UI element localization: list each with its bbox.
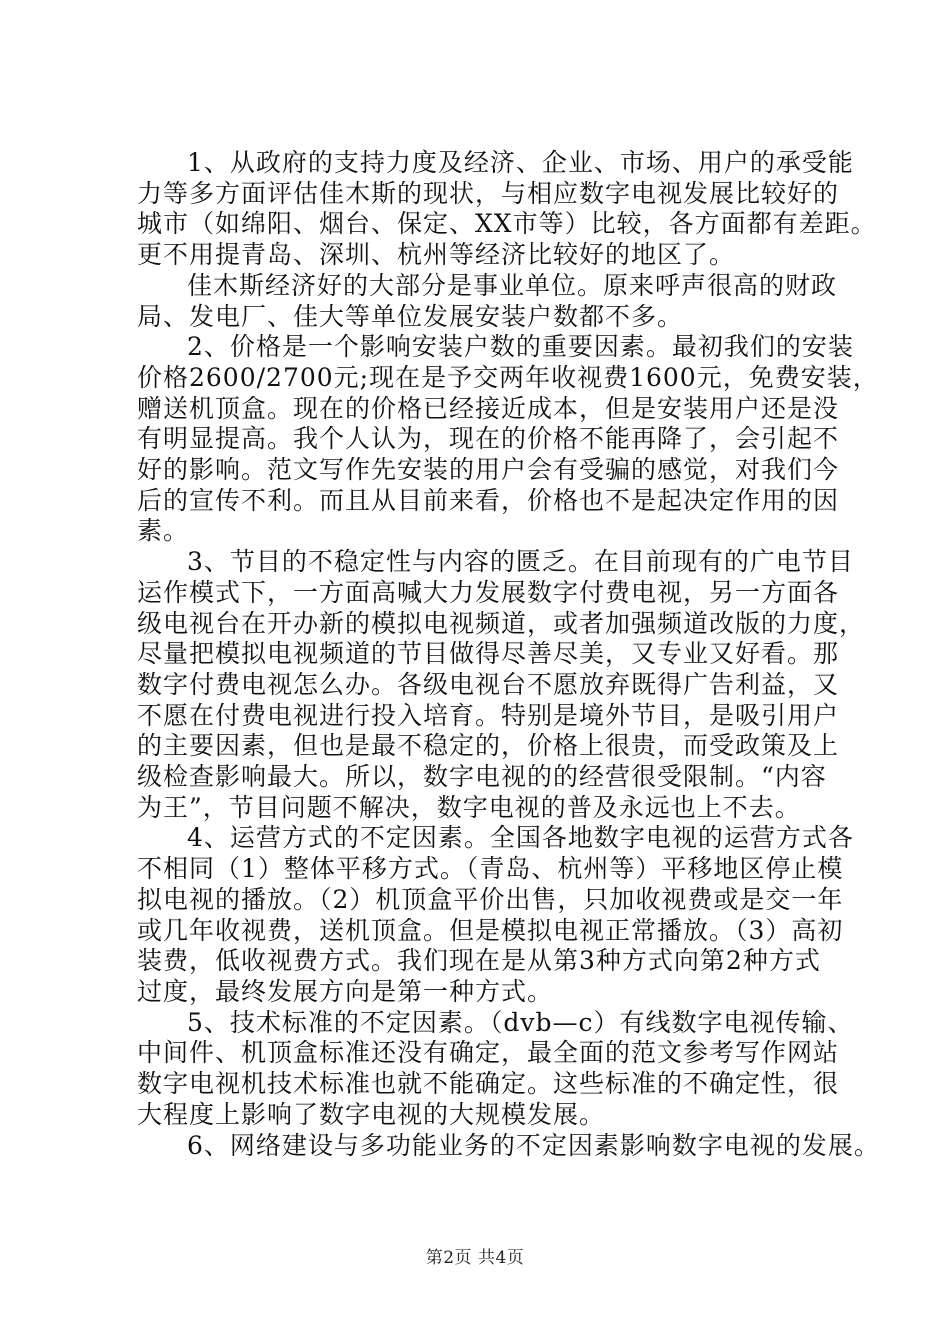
paragraph-5 xyxy=(137,823,854,1007)
text-line: 或几年收视费，送机顶盒。但是模拟电视正常播放。（3）高初 xyxy=(137,915,844,945)
paragraph-1 xyxy=(137,148,877,271)
text-line: 级检查影响最大。所以，数字电视的的经营很受限制。“内容 xyxy=(137,762,827,792)
text-line: 赠送机顶盒。现在的价格已经接近成本，但是安装用户还是没 xyxy=(137,393,840,423)
text-line: 3、节目的不稳定性与内容的匮乏。在目前现有的广电节目 xyxy=(187,547,854,577)
text-line: 的主要因素，但也是最不稳定的，价格上很贵，而受政策及上 xyxy=(137,731,840,761)
text-line: 装费，低收视费方式。我们现在是从第3种方式向第2种方式 xyxy=(137,946,821,976)
text-line: 有明显提高。我个人认为，现在的价格不能再降了，会引起不 xyxy=(137,424,840,454)
text-line: 价格2600/2700元;现在是予交两年收视费1600元，免费安装， xyxy=(137,362,879,392)
text-line: 不愿在付费电视进行投入培育。特别是境外节目，是吸引用户 xyxy=(137,700,840,730)
paragraph-7 xyxy=(137,1130,880,1162)
text-line: 6、网络建设与多功能业务的不定因素影响数字电视的发展。 xyxy=(187,1130,880,1160)
text-line: 运作模式下，一方面高喊大力发展数字付费电视，另一方面各 xyxy=(137,577,840,607)
paragraph-4 xyxy=(137,547,866,823)
page-number-footer: 第2页 共4页 xyxy=(425,1248,525,1268)
text-line: 城市（如绵阳、烟台、保定、XX市等）比较，各方面都有差距。 xyxy=(137,209,877,239)
paragraph-3 xyxy=(137,332,879,547)
text-line: 中间件、机顶盒标准还没有确定，最全面的范文参考写作网站 xyxy=(137,1038,840,1068)
text-line: 数字付费电视怎么办。各级电视台不愿放弃既得广告利益，又 xyxy=(137,669,840,699)
text-line: 4、运营方式的不定因素。全国各地数字电视的运营方式各 xyxy=(187,823,854,853)
text-line: 更不用提青岛、深圳、杭州等经济比较好的地区了。 xyxy=(137,240,736,270)
text-line: 尽量把模拟电视频道的节目做得尽善尽美，又专业又好看。那 xyxy=(137,639,840,669)
text-line: 2、价格是一个影响安装户数的重要因素。最初我们的安装 xyxy=(187,332,854,362)
text-line: 数字电视机技术标准也就不能确定。这些标准的不确定性，很 xyxy=(137,1069,840,1099)
text-line: 5、技术标准的不定因素。（dvb—c）有线数字电视传输、 xyxy=(187,1007,854,1037)
paragraph-6 xyxy=(137,1007,854,1131)
document-body xyxy=(137,148,880,1161)
paragraph-2 xyxy=(137,271,847,332)
text-line: 大程度上影响了数字电视的大规模发展。 xyxy=(137,1099,606,1129)
text-line: 1、从政府的支持力度及经济、企业、市场、用户的承受能 xyxy=(187,148,854,177)
text-line: 为王”，节目问题不解决，数字电视的普及永远也上不去。 xyxy=(137,792,801,822)
text-line: 素。 xyxy=(137,516,190,546)
text-line: 力等多方面评估佳木斯的现状，与相应数字电视发展比较好的 xyxy=(137,178,840,208)
text-line: 拟电视的播放。（2）机顶盒平价出售，只加收视费或是交一年 xyxy=(137,884,844,914)
text-line: 过度，最终发展方向是第一种方式。 xyxy=(137,976,554,1006)
text-line: 不相同（1）整体平移方式。（青岛、杭州等）平移地区停止模 xyxy=(137,854,844,884)
text-line: 级电视台在开办新的模拟电视频道，或者加强频道改版的力度， xyxy=(137,608,866,638)
text-line: 佳木斯经济好的大部分是事业单位。原来呼声很高的财政 xyxy=(187,270,838,300)
text-line: 后的宣传不利。而且从目前来看，价格也不是起决定作用的因 xyxy=(137,485,840,515)
text-line: 局、发电厂、佳大等单位发展安装户数都不多。 xyxy=(137,301,684,331)
text-line: 好的影响。范文写作先安装的用户会有受骗的感觉，对我们今 xyxy=(137,455,840,485)
